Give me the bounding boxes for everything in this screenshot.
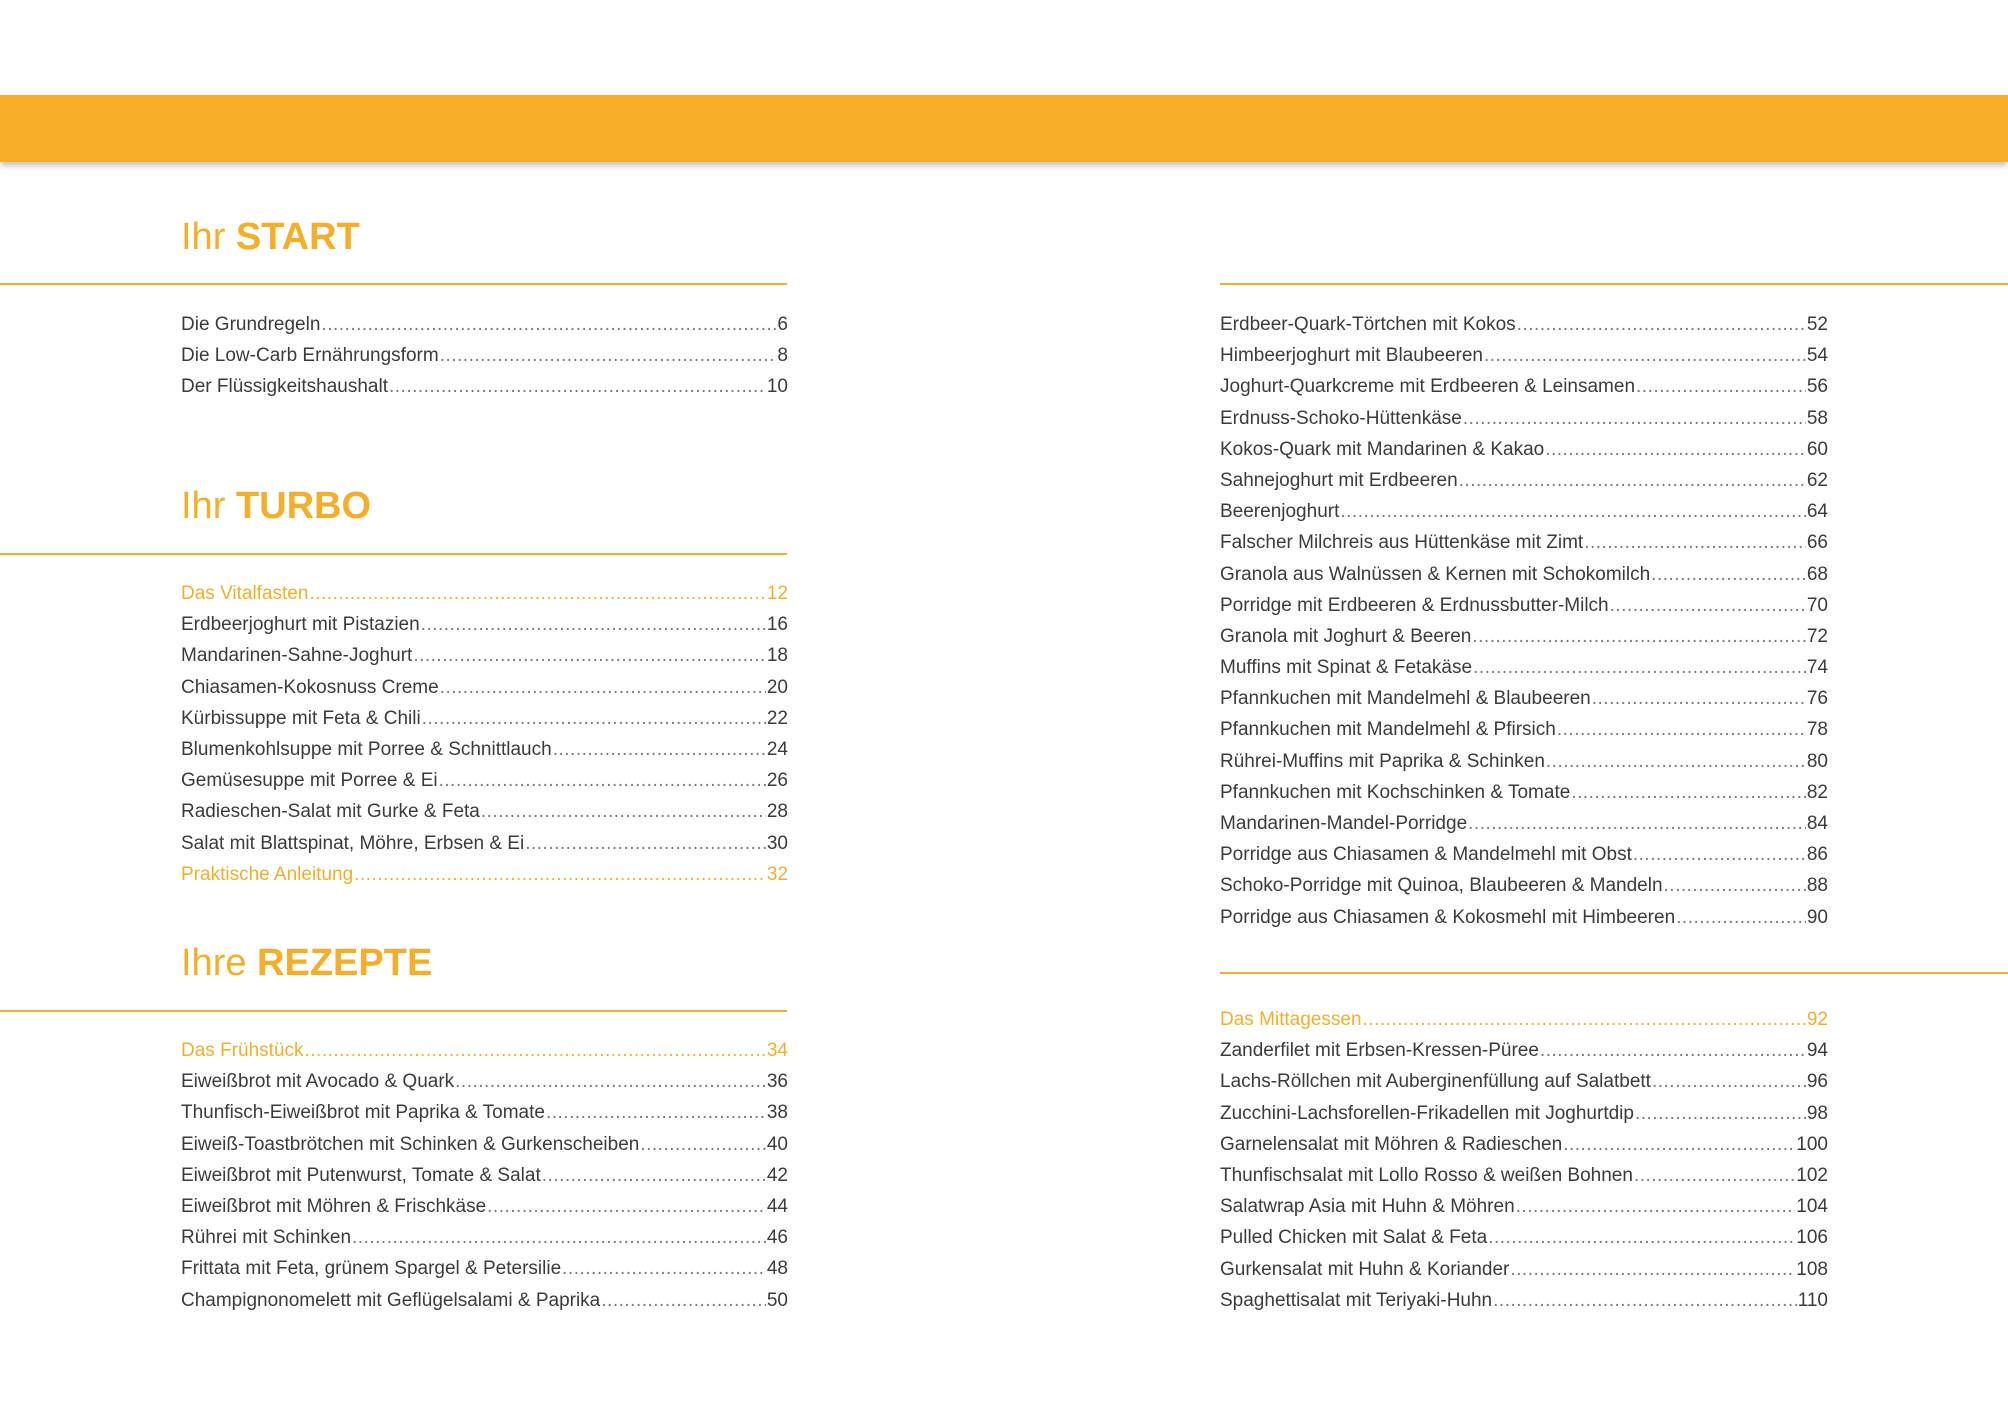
toc-entry-title: Blumenkohlsuppe mit Porree & Schnittlauch: [181, 738, 552, 760]
dot-leader: [321, 314, 776, 336]
heading-light-text: Ihr: [181, 485, 226, 527]
toc-entry-title: Kürbissuppe mit Feta & Chili: [181, 707, 421, 729]
dot-leader: [1463, 408, 1806, 430]
toc-entry-page-number: 100: [1796, 1133, 1828, 1155]
toc-entry[interactable]: [181, 1227, 788, 1258]
dot-leader: [1633, 844, 1806, 866]
dot-leader: [487, 1196, 766, 1218]
dot-leader: [1652, 1071, 1806, 1093]
toc-entry-page-number: 110: [1797, 1289, 1828, 1311]
toc-entry-page-number: 62: [1806, 469, 1828, 491]
toc-entry-page-number: 74: [1806, 657, 1828, 679]
toc-entry-page-number: 24: [766, 738, 788, 760]
dot-leader: [1363, 1009, 1806, 1031]
dot-leader: [1563, 1134, 1795, 1156]
toc-entry-page-number: 106: [1796, 1227, 1828, 1249]
dot-leader: [439, 770, 766, 792]
toc-entry-title: Erdnuss-Schoko-Hüttenkäse: [1220, 407, 1462, 429]
toc-entry-page-number: 18: [766, 645, 788, 667]
toc-entry-title: Gurkensalat mit Huhn & Koriander: [1220, 1258, 1510, 1280]
toc-entry-page-number: 94: [1806, 1040, 1828, 1062]
toc-entry-page-number: 46: [766, 1227, 788, 1249]
toc-entry-page-number: 72: [1806, 625, 1828, 647]
section-heading-start: [181, 213, 360, 261]
toc-entry-title: Das Frühstück: [181, 1040, 304, 1061]
toc-entry-page-number: 28: [766, 801, 788, 823]
toc-entry[interactable]: [1220, 1165, 1828, 1196]
toc-entry[interactable]: [1220, 751, 1828, 782]
dot-leader: [553, 739, 766, 761]
dot-leader: [1545, 439, 1806, 461]
toc-list-fruehstueck-continued: [1220, 314, 1828, 938]
toc-entry-title: Salatwrap Asia mit Huhn & Möhren: [1220, 1196, 1515, 1218]
heading-bold-text: START: [235, 216, 360, 258]
toc-entry-page-number: 36: [766, 1071, 788, 1093]
dot-leader: [1592, 688, 1806, 710]
dot-leader: [421, 614, 766, 636]
dot-leader: [525, 833, 766, 855]
toc-entry[interactable]: [1220, 1040, 1828, 1071]
toc-entry[interactable]: [1220, 532, 1828, 563]
dot-leader: [422, 708, 766, 730]
section-heading-turbo: [181, 482, 371, 530]
dot-leader: [1473, 657, 1806, 679]
dot-leader: [1468, 813, 1806, 835]
toc-entry[interactable]: [181, 345, 788, 376]
dot-leader: [1517, 314, 1806, 336]
toc-entry-title: Porridge aus Chiasamen & Kokosmehl mit Himbeeren: [1220, 906, 1676, 928]
toc-entry-title: Eiweißbrot mit Möhren & Frischkäse: [181, 1195, 487, 1217]
toc-entry-title: Eiweißbrot mit Avocado & Quark: [181, 1071, 455, 1093]
toc-entry[interactable]: [181, 739, 788, 770]
toc-entry[interactable]: [1220, 1196, 1828, 1227]
toc-entry-page-number: 60: [1806, 438, 1828, 460]
toc-entry-title: Rührei-Muffins mit Paprika & Schinken: [1220, 750, 1545, 772]
toc-list-rezepte: [181, 1040, 788, 1321]
toc-entry[interactable]: [1220, 1071, 1828, 1102]
dot-leader: [1610, 595, 1806, 617]
toc-entry-page-number: 58: [1806, 407, 1828, 429]
dot-leader: [1636, 376, 1806, 398]
toc-entry-title: Zanderfilet mit Erbsen-Kressen-Püree: [1220, 1040, 1539, 1062]
toc-entry-page-number: 88: [1806, 875, 1828, 897]
dot-leader: [562, 1258, 766, 1280]
toc-entry[interactable]: [1220, 813, 1828, 844]
toc-entry[interactable]: [1220, 907, 1828, 938]
dot-leader: [1459, 470, 1806, 492]
toc-entry[interactable]: [1220, 314, 1828, 345]
dot-leader: [1340, 501, 1805, 523]
toc-entry[interactable]: [181, 1040, 788, 1071]
dot-leader: [1571, 782, 1806, 804]
toc-entry-title: Kokos-Quark mit Mandarinen & Kakao: [1220, 438, 1545, 460]
toc-entry-title: Sahnejoghurt mit Erdbeeren: [1220, 469, 1458, 491]
toc-entry-title: Salat mit Blattspinat, Möhre, Erbsen & Ei: [181, 832, 525, 854]
toc-entry-title: Pfannkuchen mit Mandelmehl & Blaubeeren: [1220, 688, 1591, 710]
toc-entry-page-number: 108: [1796, 1258, 1828, 1280]
toc-entry[interactable]: [1220, 1134, 1828, 1165]
toc-entry-page-number: 64: [1806, 501, 1828, 523]
toc-entry-page-number: 54: [1806, 345, 1828, 367]
toc-entry-title: Praktische Anleitung: [181, 863, 354, 885]
dot-leader: [1676, 907, 1806, 929]
dot-leader: [1510, 1259, 1795, 1281]
toc-entry-page-number: 66: [1806, 532, 1828, 554]
toc-entry[interactable]: [1220, 501, 1828, 532]
toc-entry-page-number: 84: [1806, 813, 1828, 834]
toc-entry-page-number: 50: [766, 1289, 788, 1311]
toc-entry-title: Rührei mit Schinken: [181, 1227, 352, 1249]
toc-entry-title: Zucchini-Lachsforellen-Frikadellen mit Joghurtdip: [1220, 1102, 1634, 1124]
toc-list-mittagessen: [1220, 1009, 1828, 1321]
toc-entry[interactable]: [181, 645, 788, 676]
toc-entry-title: Erdbeer-Quark-Törtchen mit Kokos: [1220, 314, 1516, 335]
toc-entry-title: Garnelensalat mit Möhren & Radieschen: [1220, 1133, 1563, 1155]
dot-leader: [1664, 875, 1806, 897]
toc-entry[interactable]: [1220, 844, 1828, 875]
toc-entry[interactable]: [1220, 439, 1828, 470]
toc-entry-title: Erdbeerjoghurt mit Pistazien: [181, 614, 420, 636]
toc-entry[interactable]: [181, 1134, 788, 1165]
toc-entry-title: Muffins mit Spinat & Fetakäse: [1220, 657, 1473, 679]
dot-leader: [1488, 1227, 1795, 1249]
toc-entry[interactable]: [1220, 719, 1828, 750]
toc-entry[interactable]: [181, 864, 788, 895]
toc-entry-page-number: 78: [1806, 719, 1828, 741]
toc-entry-page-number: 68: [1806, 563, 1828, 585]
toc-entry[interactable]: [1220, 408, 1828, 439]
toc-entry-page-number: 56: [1806, 376, 1828, 398]
top-banner: [0, 95, 2008, 162]
dot-leader: [542, 1165, 766, 1187]
toc-entry-page-number: 30: [766, 832, 788, 854]
toc-entry[interactable]: [1220, 376, 1828, 407]
toc-entry-page-number: 8: [777, 345, 788, 367]
toc-entry[interactable]: [1220, 657, 1828, 688]
dot-leader: [601, 1290, 766, 1312]
toc-entry[interactable]: [1220, 688, 1828, 719]
toc-entry-title: Thunfisch-Eiweißbrot mit Paprika & Tomate: [181, 1102, 545, 1124]
toc-entry-page-number: 22: [766, 707, 788, 729]
toc-entry-page-number: 98: [1806, 1102, 1828, 1124]
toc-entry-page-number: 32: [766, 863, 788, 885]
toc-entry-title: Falscher Milchreis aus Hüttenkäse mit Zimt: [1220, 532, 1584, 554]
toc-entry-title: Chiasamen-Kokosnuss Creme: [181, 676, 439, 698]
toc-entry-title: Pulled Chicken mit Salat & Feta: [1220, 1227, 1488, 1249]
toc-entry-page-number: 26: [766, 770, 788, 792]
toc-entry[interactable]: [181, 1290, 788, 1321]
toc-entry-title: Pfannkuchen mit Kochschinken & Tomate: [1220, 781, 1571, 803]
toc-entry-page-number: 104: [1796, 1196, 1828, 1218]
toc-entry-page-number: 10: [766, 376, 788, 398]
dot-leader: [546, 1102, 766, 1124]
toc-entry-page-number: 12: [766, 583, 788, 604]
dot-leader: [1651, 564, 1806, 586]
toc-entry-page-number: 82: [1806, 781, 1828, 803]
toc-entry-title: Die Low-Carb Ernährungsform: [181, 345, 439, 367]
toc-entry-page-number: 52: [1806, 314, 1828, 335]
toc-entry-page-number: 40: [766, 1133, 788, 1155]
toc-entry-page-number: 90: [1806, 906, 1828, 928]
toc-entry[interactable]: [181, 833, 788, 864]
toc-entry-page-number: 96: [1806, 1071, 1828, 1093]
toc-entry-title: Eiweiß-Toastbrötchen mit Schinken & Gurkenscheiben: [181, 1133, 640, 1155]
dot-leader: [352, 1227, 766, 1249]
toc-entry-title: Mandarinen-Sahne-Joghurt: [181, 645, 413, 667]
toc-entry[interactable]: [181, 1165, 788, 1196]
toc-entry[interactable]: [1220, 564, 1828, 595]
toc-entry-title: Eiweißbrot mit Putenwurst, Tomate & Salat: [181, 1164, 541, 1186]
toc-entry-page-number: 86: [1806, 844, 1828, 866]
toc-entry-title: Das Vitalfasten: [181, 583, 309, 604]
toc-entry-title: Porridge aus Chiasamen & Mandelmehl mit Obst: [1220, 844, 1632, 866]
toc-entry-page-number: 16: [766, 614, 788, 636]
toc-entry[interactable]: [1220, 1103, 1828, 1134]
toc-entry[interactable]: [181, 376, 788, 407]
toc-entry[interactable]: [181, 677, 788, 708]
dot-leader: [1540, 1040, 1806, 1062]
dot-leader: [1493, 1290, 1797, 1312]
section-divider: [1220, 283, 2008, 285]
toc-entry[interactable]: [181, 1102, 788, 1133]
dot-leader: [440, 345, 777, 367]
toc-entry[interactable]: [1220, 1009, 1828, 1040]
dot-leader: [1634, 1165, 1795, 1187]
toc-entry[interactable]: [1220, 595, 1828, 626]
toc-entry[interactable]: [1220, 782, 1828, 813]
toc-entry-title: Das Mittagessen: [1220, 1009, 1362, 1030]
toc-entry-title: Spaghettisalat mit Teriyaki-Huhn: [1220, 1289, 1493, 1311]
section-divider: [0, 283, 787, 285]
toc-entry[interactable]: [181, 614, 788, 645]
dot-leader: [304, 1040, 765, 1062]
dot-leader: [1484, 345, 1806, 367]
toc-entry-title: Frittata mit Feta, grünem Spargel & Petersilie: [181, 1258, 562, 1280]
toc-entry-title: Thunfischsalat mit Lollo Rosso & weißen Bohnen: [1220, 1164, 1633, 1186]
toc-entry[interactable]: [1220, 470, 1828, 501]
toc-entry-page-number: 42: [766, 1164, 788, 1186]
toc-entry-title: Granola aus Walnüssen & Kernen mit Schokomilch: [1220, 563, 1651, 585]
toc-entry[interactable]: [181, 708, 788, 739]
heading-bold-text: REZEPTE: [257, 942, 433, 984]
toc-entry-title: Der Flüssigkeitshaushalt: [181, 376, 388, 398]
dot-leader: [309, 583, 765, 605]
toc-entry-page-number: 76: [1806, 688, 1828, 710]
dot-leader: [481, 801, 766, 823]
toc-entry-title: Radieschen-Salat mit Gurke & Feta: [181, 801, 480, 823]
section-divider: [0, 553, 787, 555]
toc-entry[interactable]: [1220, 875, 1828, 906]
toc-entry[interactable]: [181, 314, 788, 345]
toc-entry[interactable]: [1220, 345, 1828, 376]
toc-entry[interactable]: [1220, 1290, 1828, 1321]
toc-entry-page-number: 92: [1806, 1009, 1828, 1030]
toc-entry-page-number: 34: [766, 1040, 788, 1061]
toc-entry-page-number: 70: [1806, 594, 1828, 616]
toc-list-start: [181, 314, 788, 408]
toc-entry[interactable]: [181, 1071, 788, 1102]
toc-entry-page-number: 6: [777, 314, 788, 335]
toc-entry[interactable]: [1220, 1227, 1828, 1258]
toc-entry-page-number: 44: [766, 1195, 788, 1217]
toc-entry[interactable]: [1220, 1259, 1828, 1290]
heading-light-text: Ihr: [181, 216, 226, 258]
dot-leader: [1635, 1103, 1806, 1125]
toc-entry-title: Gemüsesuppe mit Porree & Ei: [181, 770, 438, 792]
toc-entry-title: Lachs-Röllchen mit Auberginenfüllung auf Salatbett: [1220, 1071, 1651, 1093]
toc-entry-title: Pfannkuchen mit Mandelmehl & Pfirsich: [1220, 719, 1556, 741]
toc-entry[interactable]: [181, 1258, 788, 1289]
dot-leader: [1584, 532, 1806, 554]
toc-entry-page-number: 38: [766, 1102, 788, 1124]
toc-entry-title: Himbeerjoghurt mit Blaubeeren: [1220, 345, 1483, 367]
dot-leader: [1472, 626, 1806, 648]
toc-entry[interactable]: [181, 770, 788, 801]
toc-entry-page-number: 20: [766, 676, 788, 698]
dot-leader: [440, 677, 766, 699]
dot-leader: [1557, 719, 1806, 741]
toc-entry-title: Granola mit Joghurt & Beeren: [1220, 625, 1472, 647]
toc-entry-title: Porridge mit Erdbeeren & Erdnussbutter-Milch: [1220, 594, 1609, 616]
dot-leader: [1546, 751, 1806, 773]
heading-light-text: Ihre: [181, 942, 247, 984]
dot-leader: [1516, 1196, 1796, 1218]
toc-entry[interactable]: [181, 1196, 788, 1227]
toc-entry-title: Mandarinen-Mandel-Porridge: [1220, 813, 1468, 834]
toc-entry-title: Die Grundregeln: [181, 314, 321, 335]
toc-entry-title: Beerenjoghurt: [1220, 501, 1340, 523]
toc-entry[interactable]: [181, 583, 788, 614]
toc-entry[interactable]: [1220, 626, 1828, 657]
section-divider: [1220, 972, 2008, 974]
toc-entry-title: Champignonomelett mit Geflügelsalami & Paprika: [181, 1289, 601, 1311]
dot-leader: [389, 376, 766, 398]
toc-entry[interactable]: [181, 801, 788, 832]
dot-leader: [354, 864, 766, 886]
toc-entry-page-number: 102: [1796, 1164, 1828, 1186]
toc-list-turbo: [181, 583, 788, 895]
dot-leader: [413, 645, 766, 667]
toc-entry-page-number: 80: [1806, 750, 1828, 772]
toc-entry-page-number: 48: [766, 1258, 788, 1280]
toc-entry-title: Schoko-Porridge mit Quinoa, Blaubeeren & Mandeln: [1220, 875, 1663, 897]
heading-bold-text: TURBO: [235, 485, 372, 527]
toc-entry-title: Joghurt-Quarkcreme mit Erdbeeren & Leinsamen: [1220, 376, 1636, 398]
section-heading-rezepte: [181, 939, 432, 987]
section-divider: [0, 1010, 787, 1012]
dot-leader: [455, 1071, 766, 1093]
dot-leader: [640, 1134, 766, 1156]
